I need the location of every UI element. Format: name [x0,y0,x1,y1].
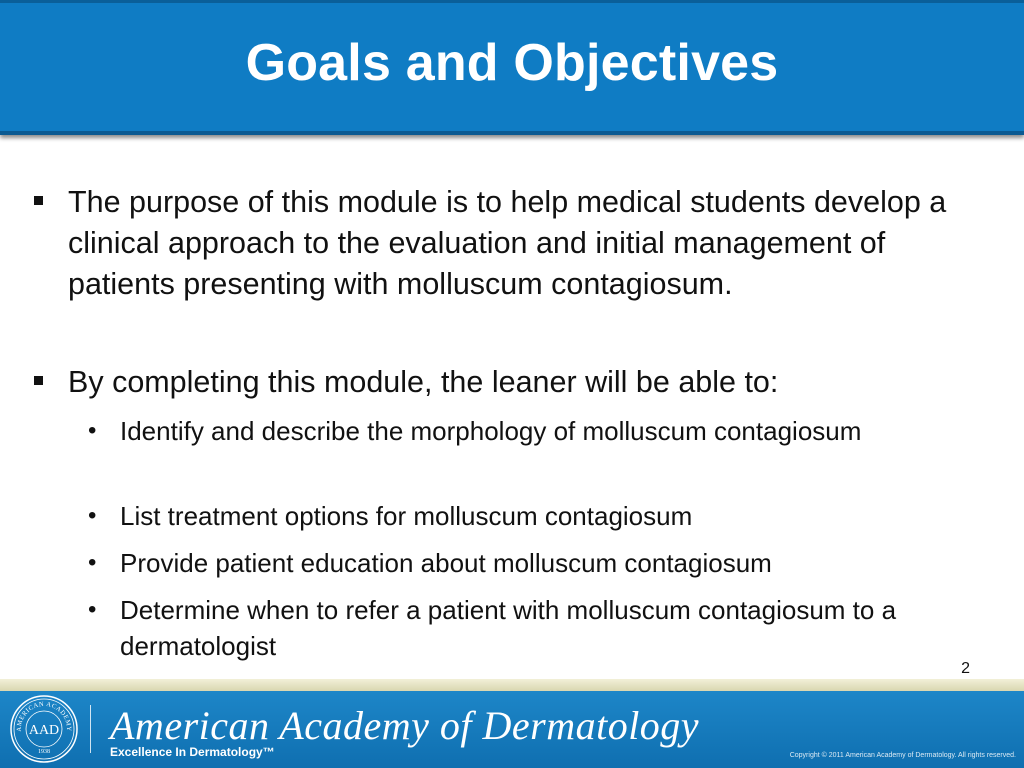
bullet-text: By completing this module, the leaner will be able to: [68,365,779,399]
square-bullet-icon [34,196,43,205]
bullet-item [68,362,948,403]
dot-bullet-icon: • [88,502,97,529]
footer-divider [90,705,91,753]
aad-seal-logo [8,693,80,765]
page-number: 2 [961,660,970,677]
organization-name: American Academy of Dermatology [110,703,700,748]
dot-bullet-icon: • [88,596,97,623]
title-banner [0,0,1024,135]
sub-bullet-text: List treatment options for molluscum contagiosum [120,501,693,531]
organization-tagline: Excellence In Dermatology™ [110,745,275,759]
sub-bullet-text: Identify and describe the morphology of molluscum contagiosum [120,416,862,446]
square-bullet-icon [34,376,43,385]
sub-bullet-item [88,545,970,581]
slide-title: Goals and Objectives [245,34,779,92]
sub-bullet-item [88,592,970,664]
svg-text:AMERICAN ACADEMY: AMERICAN ACADEMY [15,700,73,732]
bullet-text: The purpose of this module is to help medical students develop a clinical approach to the evaluation and initial management of patients presenting with molluscum contagiosum. [68,185,947,301]
bullet-item [68,182,948,305]
copyright-notice: Copyright © 2011 American Academy of Dermatology. All rights reserved. [789,752,1016,759]
dot-bullet-icon: • [88,549,97,576]
seal-abbrev: AAD [28,723,60,738]
footer-bar [0,691,1024,768]
sub-bullet-text: Determine when to refer a patient with molluscum contagiosum to a dermatologist [120,595,897,661]
sub-bullet-item [88,413,970,449]
sub-bullet-item [88,498,970,534]
sub-bullet-text: Provide patient education about molluscum contagiosum [120,548,772,578]
seal-year: 1938 [38,749,50,755]
dot-bullet-icon: • [88,417,97,444]
footer-stripe [0,679,1024,691]
